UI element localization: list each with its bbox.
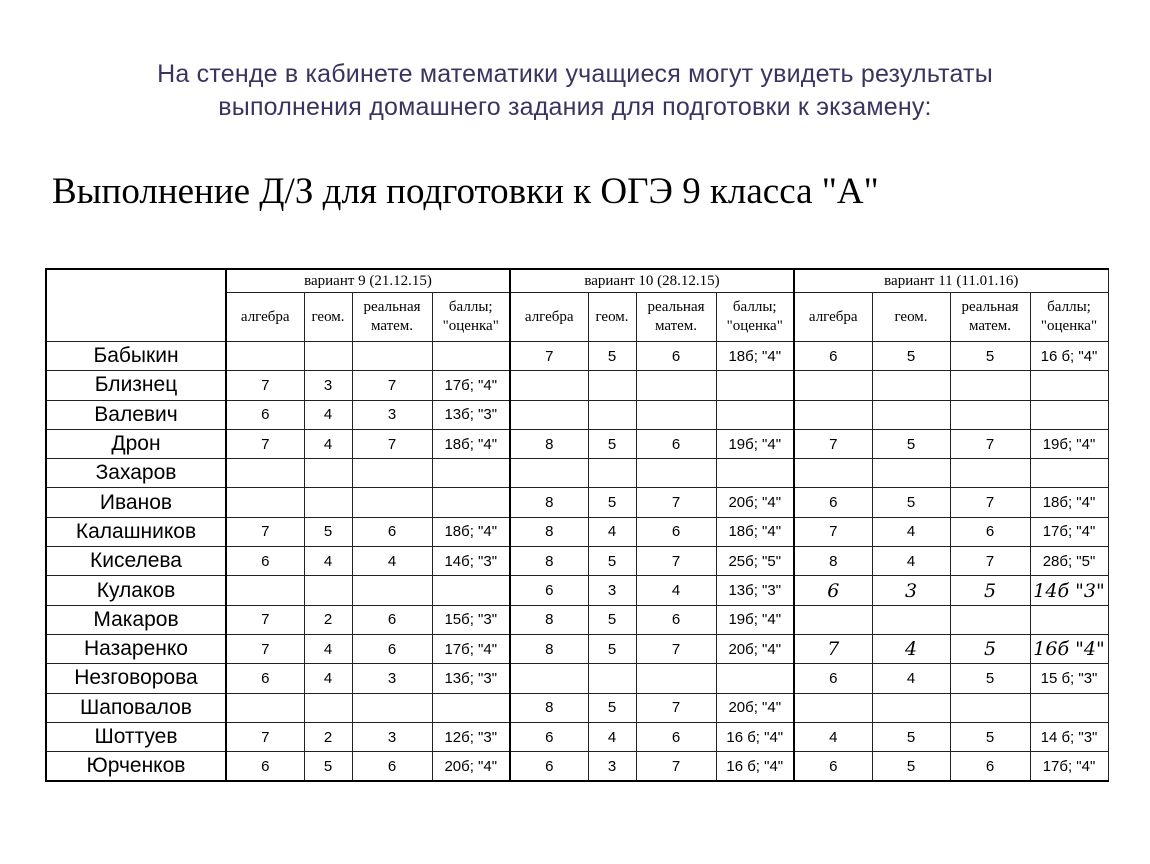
geometry-cell: 5 bbox=[304, 517, 352, 546]
geometry-cell: 4 bbox=[872, 634, 950, 663]
subheader-real-math bbox=[352, 293, 432, 342]
table-row bbox=[46, 547, 1108, 576]
real-math-cell: 7 bbox=[352, 429, 432, 458]
subheader-score-grade bbox=[432, 293, 510, 342]
algebra-cell bbox=[226, 342, 304, 371]
subheader-real-math-text: матем. bbox=[968, 318, 1012, 334]
real-math-cell bbox=[352, 342, 432, 371]
table-row bbox=[46, 488, 1108, 517]
real-math-cell bbox=[950, 459, 1030, 488]
geometry-cell: 4 bbox=[304, 547, 352, 576]
real-math-cell: 7 bbox=[636, 547, 716, 576]
subheader-algebra bbox=[794, 293, 872, 342]
subheader-real-math-text: реальная bbox=[961, 299, 1019, 315]
real-math-cell: 7 bbox=[636, 488, 716, 517]
score-grade-cell: 19б; "4" bbox=[1030, 429, 1108, 458]
real-math-cell: 6 bbox=[352, 752, 432, 782]
score-grade-cell: 25б; "5" bbox=[716, 547, 794, 576]
table-row bbox=[46, 576, 1108, 605]
geometry-cell bbox=[872, 371, 950, 400]
subheader-real-math-text: реальная bbox=[363, 299, 421, 315]
real-math-cell: 3 bbox=[352, 722, 432, 751]
algebra-cell: 6 bbox=[510, 722, 588, 751]
real-math-cell bbox=[950, 605, 1030, 634]
real-math-cell bbox=[352, 488, 432, 517]
geometry-cell: 4 bbox=[588, 517, 636, 546]
geometry-cell bbox=[588, 459, 636, 488]
score-grade-cell: 15 б; "3" bbox=[1030, 664, 1108, 693]
algebra-cell: 8 bbox=[510, 634, 588, 663]
score-grade-cell: 18б; "4" bbox=[716, 517, 794, 546]
geometry-cell: 2 bbox=[304, 605, 352, 634]
real-math-cell: 7 bbox=[950, 488, 1030, 517]
student-name: Валевич bbox=[46, 400, 226, 429]
student-name: Киселева bbox=[46, 547, 226, 576]
score-grade-cell: 28б; "5" bbox=[1030, 547, 1108, 576]
geometry-cell bbox=[588, 664, 636, 693]
algebra-cell: 6 bbox=[794, 342, 872, 371]
geometry-cell bbox=[872, 693, 950, 722]
geometry-cell: 4 bbox=[304, 400, 352, 429]
geometry-cell: 5 bbox=[872, 722, 950, 751]
subheader-real-math bbox=[636, 293, 716, 342]
algebra-cell bbox=[226, 459, 304, 488]
algebra-cell bbox=[794, 459, 872, 488]
geometry-cell: 3 bbox=[872, 576, 950, 605]
score-grade-cell bbox=[716, 459, 794, 488]
real-math-cell: 7 bbox=[352, 371, 432, 400]
real-math-cell: 6 bbox=[352, 605, 432, 634]
algebra-cell: 7 bbox=[226, 634, 304, 663]
algebra-cell: 6 bbox=[226, 547, 304, 576]
subheader-score-grade bbox=[716, 293, 794, 342]
geometry-cell: 4 bbox=[304, 634, 352, 663]
real-math-cell bbox=[636, 664, 716, 693]
subheader-geometry bbox=[304, 293, 352, 342]
real-math-cell: 7 bbox=[636, 634, 716, 663]
table-row bbox=[46, 400, 1108, 429]
table-row bbox=[46, 371, 1108, 400]
algebra-cell: 7 bbox=[794, 634, 872, 663]
geometry-cell: 2 bbox=[304, 722, 352, 751]
score-grade-cell: 16 б; "4" bbox=[1030, 342, 1108, 371]
geometry-cell: 3 bbox=[304, 371, 352, 400]
subheader-score-grade-text: баллы; bbox=[1047, 299, 1091, 315]
algebra-cell: 8 bbox=[510, 488, 588, 517]
real-math-cell: 4 bbox=[352, 547, 432, 576]
algebra-cell: 6 bbox=[510, 752, 588, 782]
geometry-cell: 5 bbox=[872, 429, 950, 458]
algebra-cell bbox=[510, 371, 588, 400]
table-row bbox=[46, 634, 1108, 663]
algebra-cell: 6 bbox=[226, 752, 304, 782]
score-grade-cell: 15б; "3" bbox=[432, 605, 510, 634]
real-math-cell: 6 bbox=[636, 342, 716, 371]
algebra-cell: 8 bbox=[510, 605, 588, 634]
real-math-cell: 4 bbox=[636, 576, 716, 605]
table-row bbox=[46, 605, 1108, 634]
algebra-cell: 6 bbox=[794, 752, 872, 782]
algebra-cell: 7 bbox=[226, 605, 304, 634]
geometry-cell: 5 bbox=[872, 488, 950, 517]
algebra-cell bbox=[794, 400, 872, 429]
real-math-cell bbox=[950, 371, 1030, 400]
algebra-cell: 6 bbox=[510, 576, 588, 605]
real-math-cell bbox=[636, 459, 716, 488]
score-grade-cell bbox=[1030, 371, 1108, 400]
score-grade-cell: 18б; "4" bbox=[1030, 488, 1108, 517]
subheader-geometry bbox=[872, 293, 950, 342]
score-grade-cell: 13б; "3" bbox=[432, 400, 510, 429]
score-grade-cell: 17б; "4" bbox=[432, 371, 510, 400]
table-row bbox=[46, 342, 1108, 371]
table-row bbox=[46, 459, 1108, 488]
score-grade-cell: 18б; "4" bbox=[716, 342, 794, 371]
algebra-cell: 8 bbox=[510, 517, 588, 546]
algebra-cell: 6 bbox=[226, 664, 304, 693]
geometry-cell: 5 bbox=[588, 634, 636, 663]
student-name: Калашников bbox=[46, 517, 226, 546]
variant-header: вариант 11 (11.01.16) bbox=[794, 269, 1108, 293]
algebra-cell: 7 bbox=[226, 517, 304, 546]
subheader-algebra bbox=[510, 293, 588, 342]
page-title: Выполнение Д/З для подготовки к ОГЭ 9 класса "А" bbox=[52, 171, 879, 212]
score-grade-cell bbox=[432, 488, 510, 517]
student-name: Шоттуев bbox=[46, 722, 226, 751]
geometry-cell: 4 bbox=[872, 547, 950, 576]
subheader-real-math-text: реальная bbox=[647, 299, 705, 315]
algebra-cell: 8 bbox=[510, 547, 588, 576]
geometry-cell: 5 bbox=[872, 342, 950, 371]
subheader-score-grade bbox=[1030, 293, 1108, 342]
score-grade-cell: 14б "3" bbox=[1030, 576, 1108, 605]
table-row bbox=[46, 722, 1108, 751]
algebra-cell bbox=[794, 371, 872, 400]
student-name: Шаповалов bbox=[46, 693, 226, 722]
real-math-cell: 7 bbox=[950, 429, 1030, 458]
algebra-cell: 6 bbox=[794, 488, 872, 517]
algebra-cell: 8 bbox=[510, 429, 588, 458]
subheader-algebra-text: алгебра bbox=[524, 308, 574, 325]
real-math-cell: 6 bbox=[950, 517, 1030, 546]
geometry-cell: 5 bbox=[588, 693, 636, 722]
geometry-cell: 5 bbox=[588, 429, 636, 458]
geometry-cell bbox=[588, 400, 636, 429]
algebra-cell: 7 bbox=[510, 342, 588, 371]
caption-line-1: На стенде в кабинете математики учащиеся могут увидеть результаты bbox=[157, 60, 993, 88]
geometry-cell bbox=[304, 459, 352, 488]
table-row bbox=[46, 664, 1108, 693]
algebra-cell bbox=[794, 605, 872, 634]
geometry-cell: 4 bbox=[872, 517, 950, 546]
algebra-cell bbox=[226, 488, 304, 517]
real-math-cell: 5 bbox=[950, 576, 1030, 605]
subheader-real-math bbox=[950, 293, 1030, 342]
real-math-cell: 6 bbox=[636, 517, 716, 546]
real-math-cell: 6 bbox=[636, 429, 716, 458]
score-grade-cell: 17б; "4" bbox=[1030, 752, 1108, 782]
algebra-cell: 8 bbox=[510, 693, 588, 722]
student-name: Дрон bbox=[46, 429, 226, 458]
algebra-cell: 7 bbox=[226, 722, 304, 751]
score-grade-cell: 19б; "4" bbox=[716, 429, 794, 458]
subheader-real-math-text: матем. bbox=[654, 318, 698, 334]
score-grade-cell: 20б; "4" bbox=[716, 488, 794, 517]
score-grade-cell: 12б; "3" bbox=[432, 722, 510, 751]
subheader-score-grade-text: баллы; bbox=[732, 299, 777, 315]
real-math-cell: 6 bbox=[352, 634, 432, 663]
real-math-cell bbox=[950, 400, 1030, 429]
real-math-cell bbox=[352, 693, 432, 722]
geometry-cell: 4 bbox=[588, 722, 636, 751]
geometry-cell: 4 bbox=[872, 664, 950, 693]
algebra-cell: 8 bbox=[794, 547, 872, 576]
algebra-cell: 4 bbox=[794, 722, 872, 751]
subheader-score-grade-text: баллы; bbox=[448, 299, 493, 315]
geometry-cell: 5 bbox=[304, 752, 352, 782]
real-math-cell: 3 bbox=[352, 664, 432, 693]
algebra-cell: 7 bbox=[794, 517, 872, 546]
variant-header: вариант 9 (21.12.15) bbox=[226, 269, 510, 293]
score-grade-cell: 20б; "4" bbox=[716, 693, 794, 722]
table-row bbox=[46, 752, 1108, 782]
score-grade-cell: 16 б; "4" bbox=[716, 722, 794, 751]
score-grade-cell bbox=[1030, 400, 1108, 429]
score-grade-cell bbox=[1030, 459, 1108, 488]
geometry-cell: 5 bbox=[588, 547, 636, 576]
score-grade-cell bbox=[432, 459, 510, 488]
geometry-cell bbox=[872, 605, 950, 634]
student-name: Назаренко bbox=[46, 634, 226, 663]
geometry-cell bbox=[304, 693, 352, 722]
score-grade-cell bbox=[432, 693, 510, 722]
geometry-cell: 4 bbox=[304, 664, 352, 693]
student-name: Кулаков bbox=[46, 576, 226, 605]
algebra-cell bbox=[794, 693, 872, 722]
real-math-cell bbox=[352, 459, 432, 488]
real-math-cell bbox=[636, 371, 716, 400]
algebra-cell bbox=[510, 459, 588, 488]
score-grade-cell: 13б; "3" bbox=[716, 576, 794, 605]
score-grade-cell bbox=[432, 576, 510, 605]
student-name: Бабыкин bbox=[46, 342, 226, 371]
algebra-cell: 6 bbox=[794, 576, 872, 605]
score-grade-cell bbox=[716, 400, 794, 429]
score-grade-cell: 20б; "4" bbox=[716, 634, 794, 663]
geometry-cell bbox=[304, 342, 352, 371]
subheader-algebra bbox=[226, 293, 304, 342]
real-math-cell: 7 bbox=[636, 693, 716, 722]
subheader-geometry-text: геом. bbox=[894, 308, 928, 325]
score-grade-cell: 17б; "4" bbox=[432, 634, 510, 663]
student-name: Близнец bbox=[46, 371, 226, 400]
real-math-cell bbox=[636, 400, 716, 429]
score-grade-cell: 20б; "4" bbox=[432, 752, 510, 782]
real-math-cell: 5 bbox=[950, 664, 1030, 693]
subheader-score-grade-text: "оценка" bbox=[1040, 318, 1098, 334]
geometry-cell: 5 bbox=[588, 342, 636, 371]
table-row bbox=[46, 429, 1108, 458]
results-table bbox=[45, 268, 1109, 782]
score-grade-cell: 16 б; "4" bbox=[716, 752, 794, 782]
subheader-score-grade-text: "оценка" bbox=[442, 318, 499, 334]
algebra-cell bbox=[510, 400, 588, 429]
geometry-cell bbox=[872, 459, 950, 488]
geometry-cell bbox=[304, 576, 352, 605]
algebra-cell: 6 bbox=[794, 664, 872, 693]
geometry-cell: 5 bbox=[588, 605, 636, 634]
score-grade-cell: 13б; "3" bbox=[432, 664, 510, 693]
subheader-geometry bbox=[588, 293, 636, 342]
corner-cell bbox=[46, 269, 226, 342]
score-grade-cell: 17б; "4" bbox=[1030, 517, 1108, 546]
subheader-score-grade-text: "оценка" bbox=[726, 318, 783, 334]
real-math-cell: 5 bbox=[950, 722, 1030, 751]
score-grade-cell: 18б; "4" bbox=[432, 429, 510, 458]
algebra-cell bbox=[510, 664, 588, 693]
subheader-algebra-text: алгебра bbox=[240, 308, 290, 325]
algebra-cell: 7 bbox=[794, 429, 872, 458]
subheader-geometry-text: геом. bbox=[311, 308, 345, 325]
geometry-cell bbox=[872, 400, 950, 429]
algebra-cell bbox=[226, 576, 304, 605]
algebra-cell bbox=[226, 693, 304, 722]
geometry-cell: 5 bbox=[588, 488, 636, 517]
real-math-cell: 3 bbox=[352, 400, 432, 429]
real-math-cell bbox=[352, 576, 432, 605]
score-grade-cell: 18б; "4" bbox=[432, 517, 510, 546]
real-math-cell: 6 bbox=[352, 517, 432, 546]
geometry-cell: 3 bbox=[588, 752, 636, 782]
caption bbox=[0, 58, 1150, 124]
algebra-cell: 7 bbox=[226, 371, 304, 400]
geometry-cell: 5 bbox=[872, 752, 950, 782]
algebra-cell: 6 bbox=[226, 400, 304, 429]
student-name: Макаров bbox=[46, 605, 226, 634]
real-math-cell: 7 bbox=[636, 752, 716, 782]
score-grade-cell bbox=[716, 371, 794, 400]
geometry-cell bbox=[588, 371, 636, 400]
table-row bbox=[46, 693, 1108, 722]
score-grade-cell bbox=[1030, 605, 1108, 634]
subheader-algebra-text: алгебра bbox=[808, 308, 858, 325]
score-grade-cell: 14б; "3" bbox=[432, 547, 510, 576]
student-name: Захаров bbox=[46, 459, 226, 488]
geometry-cell: 3 bbox=[588, 576, 636, 605]
student-name: Незговорова bbox=[46, 664, 226, 693]
score-grade-cell bbox=[1030, 693, 1108, 722]
real-math-cell: 6 bbox=[950, 752, 1030, 782]
table-row bbox=[46, 517, 1108, 546]
real-math-cell: 7 bbox=[950, 547, 1030, 576]
score-grade-cell: 16б "4" bbox=[1030, 634, 1108, 663]
real-math-cell: 5 bbox=[950, 634, 1030, 663]
student-name: Иванов bbox=[46, 488, 226, 517]
subheader-real-math-text: матем. bbox=[370, 318, 414, 334]
score-grade-cell bbox=[716, 664, 794, 693]
score-grade-cell: 14 б; "3" bbox=[1030, 722, 1108, 751]
subheader-geometry-text: геом. bbox=[595, 308, 629, 325]
score-grade-cell bbox=[432, 342, 510, 371]
geometry-cell: 4 bbox=[304, 429, 352, 458]
geometry-cell bbox=[304, 488, 352, 517]
score-grade-cell: 19б; "4" bbox=[716, 605, 794, 634]
variant-header: вариант 10 (28.12.15) bbox=[510, 269, 794, 293]
caption-line-2: выполнения домашнего задания для подготовки к экзамену: bbox=[218, 93, 932, 121]
real-math-cell: 6 bbox=[636, 605, 716, 634]
real-math-cell bbox=[950, 693, 1030, 722]
algebra-cell: 7 bbox=[226, 429, 304, 458]
real-math-cell: 6 bbox=[636, 722, 716, 751]
real-math-cell: 5 bbox=[950, 342, 1030, 371]
student-name: Юрченков bbox=[46, 752, 226, 782]
